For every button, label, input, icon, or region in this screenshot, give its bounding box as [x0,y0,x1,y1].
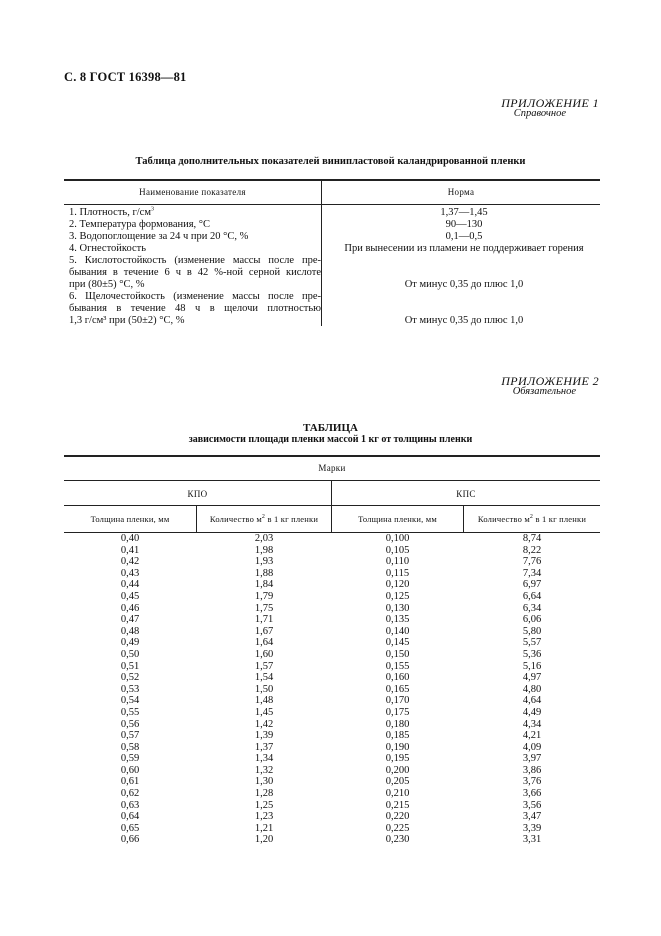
table-cell: 1,21 [254,822,274,834]
table-cell: 0,53 [120,683,140,695]
table-cell: 0,180 [385,718,410,730]
table-cell: 0,230 [385,834,410,846]
table-cell: 0,43 [120,567,140,579]
table1-row-norm: 0,1—0,5 [445,231,483,242]
table-cell: 1,67 [254,625,274,637]
table-cell: 8,74 [522,533,542,544]
table1-row-text: при (80±5) °С, % [69,279,145,290]
table-cell: 0,110 [385,556,410,568]
table-cell: 4,21 [522,730,542,742]
table-cell: 1,79 [254,590,274,602]
table1-col-norm: Норма [447,187,475,197]
table-cell: 3,31 [522,834,542,846]
table-cell: 0,48 [120,625,140,637]
table-cell: 0,125 [385,590,410,602]
table-cell: 1,50 [254,683,274,695]
table-cell: 3,86 [522,764,542,776]
table-cell: 7,34 [522,567,542,579]
table-cell: 0,44 [120,579,140,591]
table-cell: 1,20 [254,834,274,846]
table2-kps-quantity-header: Количество $м^2$ в 1 кг пленки [477,514,587,524]
table2-kpo-label: КПО [187,489,208,499]
table-cell: 1,93 [254,556,274,568]
table-cell: 6,06 [522,614,542,626]
table-cell: 3,39 [522,822,542,834]
table-cell: 0,140 [385,625,410,637]
table1-row-text: 3. Водопоглощение за 24 ч при 20 °С, % [69,231,249,242]
table-cell: 3,97 [522,753,542,765]
table-cell: 0,58 [120,741,140,753]
table-cell: 0,45 [120,590,140,602]
appendix1-title: ПРИЛОЖЕНИЕ 1 [501,96,599,110]
table1-row-text: 2. Температура формования, °С [69,219,211,230]
table-cell: 1,54 [254,672,274,684]
table-cell: 0,155 [385,660,410,672]
table-cell: 0,105 [385,544,410,556]
table-cell: 1,23 [254,811,274,823]
table-cell: 0,210 [385,788,410,800]
table-cell: 5,80 [522,625,542,637]
table-cell: 0,64 [120,811,140,823]
table-cell: 0,63 [120,799,140,811]
table-cell: 0,115 [385,567,410,579]
table1-column-divider [321,180,322,326]
table-cell: 4,80 [522,683,542,695]
table-cell: 1,34 [254,753,274,765]
table1-col-indicator: Наименование показателя [139,187,246,197]
table1-indicators [69,207,321,327]
table-cell: 4,09 [522,741,542,753]
table-cell: 1,42 [254,718,274,730]
table-cell: 1,57 [254,660,274,672]
table1-row-text: бывания в течение 48 ч в щелочи плотностью [69,303,321,314]
table-cell: 0,40 [120,533,140,544]
table2-subheader-rule [64,505,600,506]
table-cell: 0,50 [120,648,140,660]
table2-title: ТАБЛИЦА [303,422,358,434]
table-cell: 0,150 [385,648,410,660]
table1-row-text: 4. Огнестойкость [69,243,147,254]
table-cell: 1,28 [254,788,274,800]
table-cell: 3,56 [522,799,542,811]
table-cell: 0,220 [385,811,410,823]
table-cell: 0,57 [120,730,140,742]
table-cell: 0,100 [385,533,410,544]
table-cell: 0,54 [120,695,140,707]
table2-kps-thickness-column [332,533,463,846]
table-cell: 0,135 [385,614,410,626]
table1-row-text: 6. Щелочестойкость (изменение массы после пре- [69,291,321,302]
table-cell: 3,66 [522,788,542,800]
table-cell: 1,88 [254,567,274,579]
table-cell: 1,84 [254,579,274,591]
table-cell: 0,195 [385,753,410,765]
table-cell: 0,46 [120,602,140,614]
table2-subtitle: зависимости площади пленки массой 1 кг от толщины пленки [188,434,473,445]
table-cell: 0,61 [120,776,140,788]
table-cell: 1,32 [254,764,274,776]
table1-row-text: 1,3 г/см³ при (50±2) °С, % [69,315,185,326]
table-cell: 0,185 [385,730,410,742]
table2-kpo-quantity-column [197,533,331,846]
appendix2-title: ПРИЛОЖЕНИЕ 2 [501,374,599,388]
table-cell: 1,60 [254,648,274,660]
table-cell: 4,34 [522,718,542,730]
table-cell: 1,37 [254,741,274,753]
table-cell: 2,03 [254,533,274,544]
table-cell: 0,215 [385,799,410,811]
table-cell: 0,52 [120,672,140,684]
table1-row-norm: 90—130 [445,219,483,230]
table1-row-text: 5. Кислотостойкость (изменение массы после пре- [69,255,321,266]
table-cell: 6,34 [522,602,542,614]
table-cell: 6,97 [522,579,542,591]
table-cell: 0,59 [120,753,140,765]
table-cell: 1,64 [254,637,274,649]
table-cell: 1,39 [254,730,274,742]
table1-row-norm: От минус 0,35 до плюс 1,0 [404,315,524,326]
table-cell: 1,25 [254,799,274,811]
table2-kps-label: КПС [456,489,476,499]
table1-row-text: 1. Плотность, $г/см^3$ [69,206,154,218]
table-cell: 1,30 [254,776,274,788]
table-cell: 3,76 [522,776,542,788]
table1-top-rule [64,179,600,181]
table-cell: 0,190 [385,741,410,753]
table-cell: 4,64 [522,695,542,707]
table-cell: 1,48 [254,695,274,707]
appendix2-subtitle: Обязательное [512,386,576,397]
table-cell: 1,45 [254,706,274,718]
table1-row-norm: 1,37—1,45 [440,207,488,218]
table-cell: 6,64 [522,590,542,602]
table-cell: 0,42 [120,556,140,568]
table-cell: 1,71 [254,614,274,626]
table-cell: 5,36 [522,648,542,660]
table1-row-text: бывания в течение 6 ч в 42 %-ной серной кислоте [69,267,321,278]
table-cell: 0,60 [120,764,140,776]
table2-kps-quantity-column [464,533,600,846]
table-cell: 1,98 [254,544,274,556]
table-cell: 0,170 [385,695,410,707]
table-cell: 5,16 [522,660,542,672]
table-cell: 4,49 [522,706,542,718]
table-cell: 0,225 [385,822,410,834]
table-cell: 0,175 [385,706,410,718]
table-cell: 0,49 [120,637,140,649]
table-cell: 7,76 [522,556,542,568]
table2-brands-label: Марки [318,463,346,473]
table1-title: Таблица дополнительных показателей винипластовой каландрированной пленки [135,156,526,167]
table-cell: 0,66 [120,834,140,846]
table-cell: 3,47 [522,811,542,823]
table2-kpo-quantity-header: Количество $м^2$ в 1 кг пленки [209,514,319,524]
table2-kpo-thickness-header: Толщина пленки, мм [90,514,170,524]
table1-row-norm: От минус 0,35 до плюс 1,0 [404,279,524,290]
table2-brands-rule [64,480,600,481]
table-cell: 0,145 [385,637,410,649]
table-cell: 0,165 [385,683,410,695]
table2-kpo-thickness-column [64,533,196,846]
table-cell: 5,57 [522,637,542,649]
table-cell: 4,97 [522,672,542,684]
table-cell: 0,56 [120,718,140,730]
table1-row-norm: При вынесении из пламени не поддерживает горения [344,243,584,254]
table2-top-rule [64,455,600,457]
table-cell: 0,160 [385,672,410,684]
table-cell: 1,75 [254,602,274,614]
table-cell: 0,41 [120,544,140,556]
table-cell: 0,62 [120,788,140,800]
table-cell: 0,120 [385,579,410,591]
table-cell: 0,200 [385,764,410,776]
table-cell: 0,47 [120,614,140,626]
table-cell: 0,130 [385,602,410,614]
table2-kps-thickness-header: Толщина пленки, мм [358,514,437,524]
table-cell: 0,65 [120,822,140,834]
page-header: С. 8 ГОСТ 16398—81 [64,70,187,84]
table-cell: 8,22 [522,544,542,556]
table-cell: 0,51 [120,660,140,672]
table-cell: 0,55 [120,706,140,718]
appendix1-subtitle: Справочное [513,108,566,119]
table1-header-rule [64,204,600,205]
table-cell: 0,205 [385,776,410,788]
